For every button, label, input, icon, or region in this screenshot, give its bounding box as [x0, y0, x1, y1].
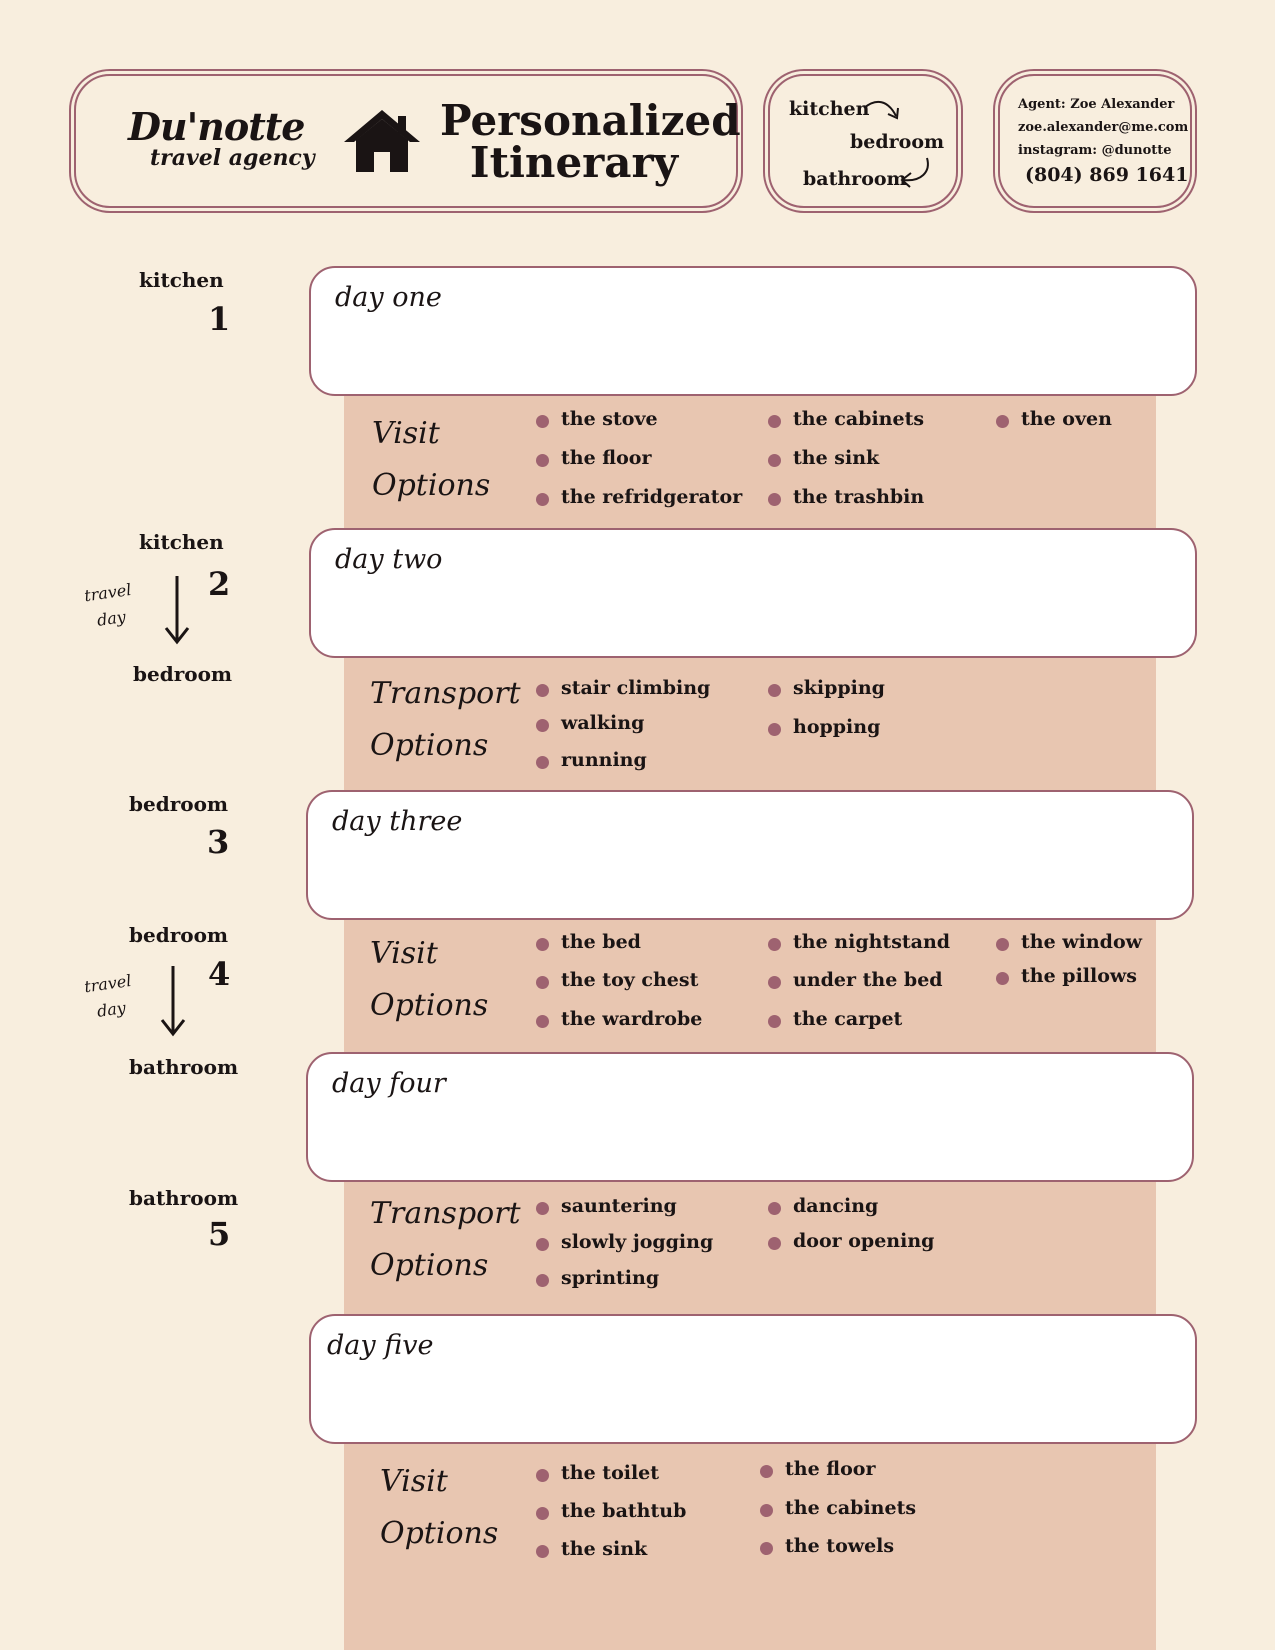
option-item: stair climbing: [561, 677, 711, 699]
day-1-box: [309, 266, 1197, 396]
agent-name: Agent: Zoe Alexander: [1018, 97, 1175, 112]
arrow-down-icon: [160, 964, 186, 1038]
option-item: the towels: [785, 1535, 895, 1557]
travel-day-label: travel day: [83, 579, 133, 630]
option-item: the nightstand: [793, 931, 951, 953]
option-item: the bathtub: [561, 1500, 687, 1522]
day-3-title: day three: [332, 806, 463, 837]
option-item: the oven: [1021, 408, 1112, 430]
day-1-title: day one: [335, 282, 442, 313]
day-2-options-label: Transport Options: [370, 676, 521, 763]
day-5-options-label: Visit Options: [380, 1464, 499, 1551]
travel-day-label: travel day: [83, 970, 133, 1021]
day-4-title: day four: [332, 1068, 446, 1099]
option-item: door opening: [793, 1230, 935, 1252]
option-item: the floor: [785, 1458, 876, 1480]
option-item: the pillows: [1021, 965, 1137, 987]
option-item: the trashbin: [793, 486, 925, 508]
day-1-number: 1: [208, 300, 231, 338]
option-item: the cabinets: [793, 408, 925, 430]
page-title: [440, 96, 741, 187]
option-item: sauntering: [561, 1195, 677, 1217]
day-2-from-location: kitchen: [139, 530, 224, 554]
day-4-to-location: bathroom: [129, 1055, 239, 1079]
day-4-options-label: Transport Options: [370, 1196, 521, 1283]
day-4-from-location: bedroom: [129, 923, 229, 947]
day-5-box: [309, 1314, 1197, 1444]
option-item: the refridgerator: [561, 486, 743, 508]
route-stop-2: bedroom: [850, 131, 945, 153]
option-item: under the bed: [793, 969, 943, 991]
day-3-options-label: Visit Options: [370, 936, 489, 1023]
day-4-box: [306, 1052, 1194, 1182]
day-2-to-location: bedroom: [133, 662, 233, 686]
option-item: the sink: [561, 1538, 648, 1560]
route-stop-3: bathroom: [803, 168, 907, 190]
option-item: the stove: [561, 408, 658, 430]
option-item: the cabinets: [785, 1497, 917, 1519]
curved-arrow-right-icon: [860, 96, 904, 126]
day-2-title: day two: [335, 544, 443, 575]
option-item: the window: [1021, 931, 1142, 953]
option-item: the carpet: [793, 1008, 903, 1030]
option-item: the wardrobe: [561, 1008, 703, 1030]
agent-email[interactable]: zoe.alexander@me.com: [1018, 120, 1189, 135]
option-item: the sink: [793, 447, 880, 469]
arrow-down-icon: [164, 574, 190, 646]
title-line-2: Itinerary: [469, 138, 679, 187]
house-icon: [342, 108, 422, 174]
option-item: hopping: [793, 716, 881, 738]
agent-instagram[interactable]: instagram: @dunotte: [1018, 143, 1172, 158]
option-item: slowly jogging: [561, 1231, 714, 1253]
agent-box: [998, 74, 1192, 208]
route-stop-1: kitchen: [789, 98, 870, 120]
day-5-title: day five: [327, 1330, 434, 1361]
option-item: running: [561, 749, 647, 771]
agent-phone: (804) 869 1641: [1025, 164, 1189, 186]
title-line-1: Personalized: [440, 96, 741, 145]
brand-tagline: travel agency: [150, 145, 315, 171]
day-1-location: kitchen: [139, 268, 224, 292]
day-2-number: 2: [208, 565, 231, 603]
day-2-box: [309, 528, 1197, 658]
day-3-location: bedroom: [129, 792, 229, 816]
option-item: skipping: [793, 677, 885, 699]
day-3-box: [306, 790, 1194, 920]
option-item: the toilet: [561, 1462, 660, 1484]
day-4-number: 4: [208, 955, 231, 993]
option-item: the floor: [561, 447, 652, 469]
day-5-number: 5: [208, 1215, 231, 1253]
option-item: the bed: [561, 931, 641, 953]
day-3-number: 3: [207, 823, 230, 861]
brand-name: Du'notte: [128, 104, 305, 149]
option-item: sprinting: [561, 1267, 660, 1289]
day-5-location: bathroom: [129, 1186, 239, 1210]
option-item: walking: [561, 712, 645, 734]
option-item: dancing: [793, 1195, 879, 1217]
day-1-options-label: Visit Options: [372, 416, 491, 503]
option-item: the toy chest: [561, 969, 699, 991]
